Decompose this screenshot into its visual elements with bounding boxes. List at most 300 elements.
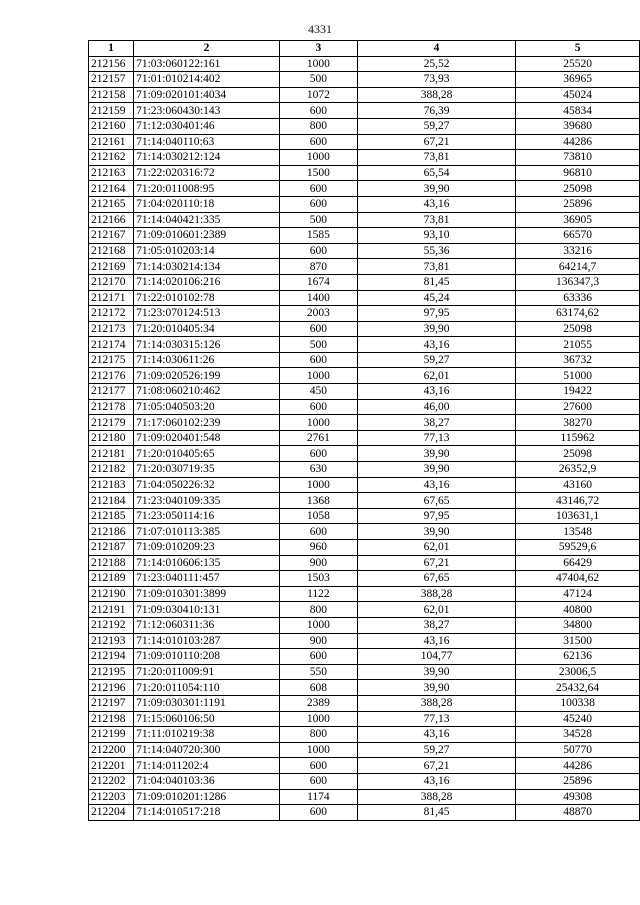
rate-value-cell: 67,21	[357, 134, 515, 150]
amount-value-cell: 66429	[516, 555, 640, 571]
table-row	[89, 571, 640, 587]
rate-value-cell: 77,13	[357, 711, 515, 727]
amount-value-cell: 63174,62	[516, 306, 640, 322]
rate-value-cell: 388,28	[357, 789, 515, 805]
table-row	[89, 477, 640, 493]
table-row	[89, 446, 640, 462]
row-number-cell: 212180	[89, 430, 134, 446]
row-number-cell: 212159	[89, 103, 134, 119]
row-number-cell: 212188	[89, 555, 134, 571]
amount-value-cell: 25098	[516, 181, 640, 197]
rate-value-cell: 43,16	[357, 633, 515, 649]
amount-value-cell: 21055	[516, 337, 640, 353]
area-value-cell: 900	[279, 633, 357, 649]
row-number-cell: 212203	[89, 789, 134, 805]
cadastral-number-cell: 71:09:020526:199	[134, 368, 280, 384]
table-row	[89, 243, 640, 259]
row-number-cell: 212165	[89, 196, 134, 212]
cadastral-number-cell: 71:09:010301:3899	[134, 586, 280, 602]
row-number-cell: 212171	[89, 290, 134, 306]
row-number-cell: 212189	[89, 571, 134, 587]
rate-value-cell: 43,16	[357, 384, 515, 400]
cadastral-number-cell: 71:09:010110:208	[134, 649, 280, 665]
cadastral-number-cell: 71:23:040109:335	[134, 493, 280, 509]
table-row	[89, 306, 640, 322]
row-number-cell: 212167	[89, 228, 134, 244]
amount-value-cell: 44286	[516, 134, 640, 150]
table-row	[89, 555, 640, 571]
row-number-cell: 212168	[89, 243, 134, 259]
rate-value-cell: 97,95	[357, 306, 515, 322]
rate-value-cell: 388,28	[357, 695, 515, 711]
amount-value-cell: 31500	[516, 633, 640, 649]
rate-value-cell: 73,81	[357, 212, 515, 228]
row-number-cell: 212191	[89, 602, 134, 618]
area-value-cell: 1400	[279, 290, 357, 306]
amount-value-cell: 25098	[516, 321, 640, 337]
cadastral-number-cell: 71:05:040503:20	[134, 399, 280, 415]
amount-value-cell: 136347,3	[516, 274, 640, 290]
cadastral-number-cell: 71:20:011008:95	[134, 181, 280, 197]
area-value-cell: 1000	[279, 56, 357, 72]
rate-value-cell: 39,90	[357, 524, 515, 540]
column-header-3: 3	[279, 41, 357, 57]
rate-value-cell: 39,90	[357, 446, 515, 462]
table-row	[89, 664, 640, 680]
cadastral-number-cell: 71:14:040421:335	[134, 212, 280, 228]
table-row	[89, 617, 640, 633]
area-value-cell: 2761	[279, 430, 357, 446]
page-number: 4331	[308, 22, 332, 36]
area-value-cell: 600	[279, 243, 357, 259]
area-value-cell: 1072	[279, 87, 357, 103]
amount-value-cell: 103631,1	[516, 508, 640, 524]
area-value-cell: 600	[279, 181, 357, 197]
cadastral-number-cell: 71:14:010103:287	[134, 633, 280, 649]
table-row	[89, 430, 640, 446]
rate-value-cell: 38,27	[357, 617, 515, 633]
area-value-cell: 900	[279, 555, 357, 571]
rate-value-cell: 43,16	[357, 337, 515, 353]
cadastral-number-cell: 71:03:060122:161	[134, 56, 280, 72]
cadastral-number-cell: 71:23:060430:143	[134, 103, 280, 119]
area-value-cell: 600	[279, 758, 357, 774]
table-row	[89, 228, 640, 244]
table-row	[89, 212, 640, 228]
rate-value-cell: 81,45	[357, 805, 515, 821]
row-number-cell: 212170	[89, 274, 134, 290]
row-number-cell: 212176	[89, 368, 134, 384]
cadastral-number-cell: 71:14:010517:218	[134, 805, 280, 821]
cadastral-number-cell: 71:08:060210:462	[134, 384, 280, 400]
area-value-cell: 500	[279, 212, 357, 228]
cadastral-number-cell: 71:09:020401:548	[134, 430, 280, 446]
area-value-cell: 600	[279, 773, 357, 789]
table-row	[89, 259, 640, 275]
rate-value-cell: 388,28	[357, 87, 515, 103]
row-number-cell: 212185	[89, 508, 134, 524]
row-number-cell: 212181	[89, 446, 134, 462]
rate-value-cell: 39,90	[357, 321, 515, 337]
cadastral-number-cell: 71:04:020110:18	[134, 196, 280, 212]
table-row	[89, 181, 640, 197]
amount-value-cell: 64214,7	[516, 259, 640, 275]
table-row	[89, 415, 640, 431]
rate-value-cell: 388,28	[357, 586, 515, 602]
table-row	[89, 805, 640, 821]
cadastral-number-cell: 71:20:011054:110	[134, 680, 280, 696]
cadastral-number-cell: 71:20:010405:34	[134, 321, 280, 337]
cadastral-number-cell: 71:01:010214:402	[134, 72, 280, 88]
cadastral-number-cell: 71:14:030315:126	[134, 337, 280, 353]
area-value-cell: 550	[279, 664, 357, 680]
area-value-cell: 500	[279, 337, 357, 353]
table-row	[89, 196, 640, 212]
cadastral-number-cell: 71:17:060102:239	[134, 415, 280, 431]
rate-value-cell: 43,16	[357, 196, 515, 212]
rate-value-cell: 59,27	[357, 742, 515, 758]
amount-value-cell: 43160	[516, 477, 640, 493]
row-number-cell: 212204	[89, 805, 134, 821]
table-row	[89, 368, 640, 384]
table-row	[89, 399, 640, 415]
table-row	[89, 727, 640, 743]
amount-value-cell: 39680	[516, 118, 640, 134]
rate-value-cell: 59,27	[357, 352, 515, 368]
row-number-cell: 212172	[89, 306, 134, 322]
data-table	[88, 40, 640, 821]
row-number-cell: 212200	[89, 742, 134, 758]
row-number-cell: 212184	[89, 493, 134, 509]
table-row	[89, 789, 640, 805]
table-row	[89, 493, 640, 509]
column-header-1: 1	[89, 41, 134, 57]
area-value-cell: 800	[279, 727, 357, 743]
table-row	[89, 586, 640, 602]
area-value-cell: 2389	[279, 695, 357, 711]
amount-value-cell: 47124	[516, 586, 640, 602]
area-value-cell: 1503	[279, 571, 357, 587]
row-number-cell: 212194	[89, 649, 134, 665]
table-row	[89, 337, 640, 353]
amount-value-cell: 25432,64	[516, 680, 640, 696]
row-number-cell: 212162	[89, 150, 134, 166]
row-number-cell: 212156	[89, 56, 134, 72]
cadastral-number-cell: 71:22:020316:72	[134, 165, 280, 181]
amount-value-cell: 23006,5	[516, 664, 640, 680]
amount-value-cell: 33216	[516, 243, 640, 259]
rate-value-cell: 43,16	[357, 773, 515, 789]
table-row	[89, 773, 640, 789]
table-row	[89, 711, 640, 727]
cadastral-number-cell: 71:14:030212:124	[134, 150, 280, 166]
rate-value-cell: 62,01	[357, 368, 515, 384]
amount-value-cell: 25520	[516, 56, 640, 72]
amount-value-cell: 48870	[516, 805, 640, 821]
column-header-4: 4	[357, 41, 515, 57]
row-number-cell: 212182	[89, 462, 134, 478]
rate-value-cell: 62,01	[357, 602, 515, 618]
rate-value-cell: 39,90	[357, 680, 515, 696]
table-row	[89, 758, 640, 774]
area-value-cell: 600	[279, 321, 357, 337]
cadastral-number-cell: 71:20:030719:35	[134, 462, 280, 478]
cadastral-number-cell: 71:23:050114:16	[134, 508, 280, 524]
row-number-cell: 212197	[89, 695, 134, 711]
area-value-cell: 1000	[279, 368, 357, 384]
rate-value-cell: 39,90	[357, 664, 515, 680]
amount-value-cell: 25098	[516, 446, 640, 462]
table-row	[89, 118, 640, 134]
amount-value-cell: 36965	[516, 72, 640, 88]
table-row	[89, 695, 640, 711]
table-row	[89, 134, 640, 150]
column-header-2: 2	[134, 41, 280, 57]
amount-value-cell: 36905	[516, 212, 640, 228]
cadastral-number-cell: 71:14:040720:300	[134, 742, 280, 758]
amount-value-cell: 63336	[516, 290, 640, 306]
area-value-cell: 800	[279, 118, 357, 134]
table-row	[89, 508, 640, 524]
rate-value-cell: 65,54	[357, 165, 515, 181]
table-row	[89, 633, 640, 649]
cadastral-number-cell: 71:23:040111:457	[134, 571, 280, 587]
table-row	[89, 649, 640, 665]
rate-value-cell: 97,95	[357, 508, 515, 524]
cadastral-number-cell: 71:09:030301:1191	[134, 695, 280, 711]
amount-value-cell: 43146,72	[516, 493, 640, 509]
rate-value-cell: 73,81	[357, 150, 515, 166]
area-value-cell: 600	[279, 399, 357, 415]
area-value-cell: 600	[279, 196, 357, 212]
area-value-cell: 600	[279, 649, 357, 665]
area-value-cell: 600	[279, 524, 357, 540]
amount-value-cell: 34528	[516, 727, 640, 743]
row-number-cell: 212179	[89, 415, 134, 431]
area-value-cell: 1674	[279, 274, 357, 290]
cadastral-number-cell: 71:09:030410:131	[134, 602, 280, 618]
row-number-cell: 212187	[89, 540, 134, 556]
rate-value-cell: 76,39	[357, 103, 515, 119]
area-value-cell: 630	[279, 462, 357, 478]
table-row	[89, 87, 640, 103]
area-value-cell: 1000	[279, 150, 357, 166]
area-value-cell: 870	[279, 259, 357, 275]
amount-value-cell: 27600	[516, 399, 640, 415]
rate-value-cell: 73,81	[357, 259, 515, 275]
rate-value-cell: 81,45	[357, 274, 515, 290]
table-row	[89, 321, 640, 337]
rate-value-cell: 25,52	[357, 56, 515, 72]
amount-value-cell: 36732	[516, 352, 640, 368]
table-row	[89, 524, 640, 540]
amount-value-cell: 38270	[516, 415, 640, 431]
amount-value-cell: 62136	[516, 649, 640, 665]
amount-value-cell: 26352,9	[516, 462, 640, 478]
area-value-cell: 600	[279, 103, 357, 119]
table-row	[89, 165, 640, 181]
cadastral-number-cell: 71:14:020106:216	[134, 274, 280, 290]
row-number-cell: 212199	[89, 727, 134, 743]
rate-value-cell: 67,65	[357, 493, 515, 509]
area-value-cell: 500	[279, 72, 357, 88]
row-number-cell: 212160	[89, 118, 134, 134]
cadastral-number-cell: 71:14:030214:134	[134, 259, 280, 275]
rate-value-cell: 38,27	[357, 415, 515, 431]
row-number-cell: 212175	[89, 352, 134, 368]
row-number-cell: 212173	[89, 321, 134, 337]
header-row	[89, 41, 640, 57]
area-value-cell: 600	[279, 134, 357, 150]
table-row	[89, 72, 640, 88]
table-row	[89, 274, 640, 290]
amount-value-cell: 25896	[516, 773, 640, 789]
column-header-5: 5	[516, 41, 640, 57]
rate-value-cell: 73,93	[357, 72, 515, 88]
table-row	[89, 602, 640, 618]
table-row	[89, 680, 640, 696]
cadastral-number-cell: 71:20:011009:91	[134, 664, 280, 680]
cadastral-number-cell: 71:15:060106:50	[134, 711, 280, 727]
rate-value-cell: 39,90	[357, 462, 515, 478]
row-number-cell: 212177	[89, 384, 134, 400]
rate-value-cell: 45,24	[357, 290, 515, 306]
table-row	[89, 150, 640, 166]
row-number-cell: 212190	[89, 586, 134, 602]
rate-value-cell: 43,16	[357, 727, 515, 743]
rate-value-cell: 59,27	[357, 118, 515, 134]
rate-value-cell: 39,90	[357, 181, 515, 197]
rate-value-cell: 67,65	[357, 571, 515, 587]
amount-value-cell: 50770	[516, 742, 640, 758]
amount-value-cell: 115962	[516, 430, 640, 446]
row-number-cell: 212192	[89, 617, 134, 633]
amount-value-cell: 40800	[516, 602, 640, 618]
area-value-cell: 608	[279, 680, 357, 696]
amount-value-cell: 45240	[516, 711, 640, 727]
amount-value-cell: 47404,62	[516, 571, 640, 587]
amount-value-cell: 100338	[516, 695, 640, 711]
cadastral-number-cell: 71:09:010601:2389	[134, 228, 280, 244]
table-row	[89, 352, 640, 368]
cadastral-number-cell: 71:22:010102:78	[134, 290, 280, 306]
row-number-cell: 212178	[89, 399, 134, 415]
row-number-cell: 212196	[89, 680, 134, 696]
amount-value-cell: 19422	[516, 384, 640, 400]
amount-value-cell: 96810	[516, 165, 640, 181]
cadastral-number-cell: 71:14:010606:135	[134, 555, 280, 571]
cadastral-number-cell: 71:14:011202:4	[134, 758, 280, 774]
area-value-cell: 1000	[279, 477, 357, 493]
amount-value-cell: 44286	[516, 758, 640, 774]
area-value-cell: 1000	[279, 617, 357, 633]
amount-value-cell: 49308	[516, 789, 640, 805]
area-value-cell: 1174	[279, 789, 357, 805]
area-value-cell: 600	[279, 805, 357, 821]
area-value-cell: 600	[279, 446, 357, 462]
rate-value-cell: 55,36	[357, 243, 515, 259]
cadastral-number-cell: 71:09:010209:23	[134, 540, 280, 556]
table-row	[89, 742, 640, 758]
cadastral-number-cell: 71:05:010203:14	[134, 243, 280, 259]
cadastral-number-cell: 71:12:060311:36	[134, 617, 280, 633]
area-value-cell: 1000	[279, 742, 357, 758]
cadastral-number-cell: 71:14:030611:26	[134, 352, 280, 368]
area-value-cell: 1000	[279, 415, 357, 431]
rate-value-cell: 46,00	[357, 399, 515, 415]
row-number-cell: 212202	[89, 773, 134, 789]
amount-value-cell: 66570	[516, 228, 640, 244]
table-body	[89, 56, 640, 820]
cadastral-number-cell: 71:11:010219:38	[134, 727, 280, 743]
rate-value-cell: 93,10	[357, 228, 515, 244]
area-value-cell: 1000	[279, 711, 357, 727]
cadastral-number-cell: 71:04:040103:36	[134, 773, 280, 789]
area-value-cell: 960	[279, 540, 357, 556]
area-value-cell: 600	[279, 352, 357, 368]
amount-value-cell: 51000	[516, 368, 640, 384]
row-number-cell: 212174	[89, 337, 134, 353]
cadastral-number-cell: 71:23:070124:513	[134, 306, 280, 322]
amount-value-cell: 45024	[516, 87, 640, 103]
rate-value-cell: 77,13	[357, 430, 515, 446]
table-row	[89, 462, 640, 478]
row-number-cell: 212195	[89, 664, 134, 680]
cadastral-number-cell: 71:14:040110:63	[134, 134, 280, 150]
table-row	[89, 384, 640, 400]
area-value-cell: 2003	[279, 306, 357, 322]
row-number-cell: 212198	[89, 711, 134, 727]
area-value-cell: 1500	[279, 165, 357, 181]
area-value-cell: 1122	[279, 586, 357, 602]
cadastral-number-cell: 71:12:030401:46	[134, 118, 280, 134]
cadastral-number-cell: 71:09:010201:1286	[134, 789, 280, 805]
amount-value-cell: 25896	[516, 196, 640, 212]
rate-value-cell: 62,01	[357, 540, 515, 556]
row-number-cell: 212166	[89, 212, 134, 228]
amount-value-cell: 59529,6	[516, 540, 640, 556]
cadastral-number-cell: 71:20:010405:65	[134, 446, 280, 462]
cadastral-number-cell: 71:09:020101:4034	[134, 87, 280, 103]
amount-value-cell: 73810	[516, 150, 640, 166]
rate-value-cell: 67,21	[357, 555, 515, 571]
amount-value-cell: 13548	[516, 524, 640, 540]
row-number-cell: 212161	[89, 134, 134, 150]
area-value-cell: 800	[279, 602, 357, 618]
table-row	[89, 540, 640, 556]
row-number-cell: 212164	[89, 181, 134, 197]
row-number-cell: 212163	[89, 165, 134, 181]
cadastral-number-cell: 71:04:050226:32	[134, 477, 280, 493]
cadastral-number-cell: 71:07:010113:385	[134, 524, 280, 540]
row-number-cell: 212201	[89, 758, 134, 774]
row-number-cell: 212158	[89, 87, 134, 103]
rate-value-cell: 67,21	[357, 758, 515, 774]
table-row	[89, 56, 640, 72]
row-number-cell: 212186	[89, 524, 134, 540]
area-value-cell: 450	[279, 384, 357, 400]
area-value-cell: 1368	[279, 493, 357, 509]
amount-value-cell: 34800	[516, 617, 640, 633]
row-number-cell: 212157	[89, 72, 134, 88]
row-number-cell: 212169	[89, 259, 134, 275]
rate-value-cell: 104,77	[357, 649, 515, 665]
table-row	[89, 103, 640, 119]
row-number-cell: 212193	[89, 633, 134, 649]
row-number-cell: 212183	[89, 477, 134, 493]
amount-value-cell: 45834	[516, 103, 640, 119]
rate-value-cell: 43,16	[357, 477, 515, 493]
